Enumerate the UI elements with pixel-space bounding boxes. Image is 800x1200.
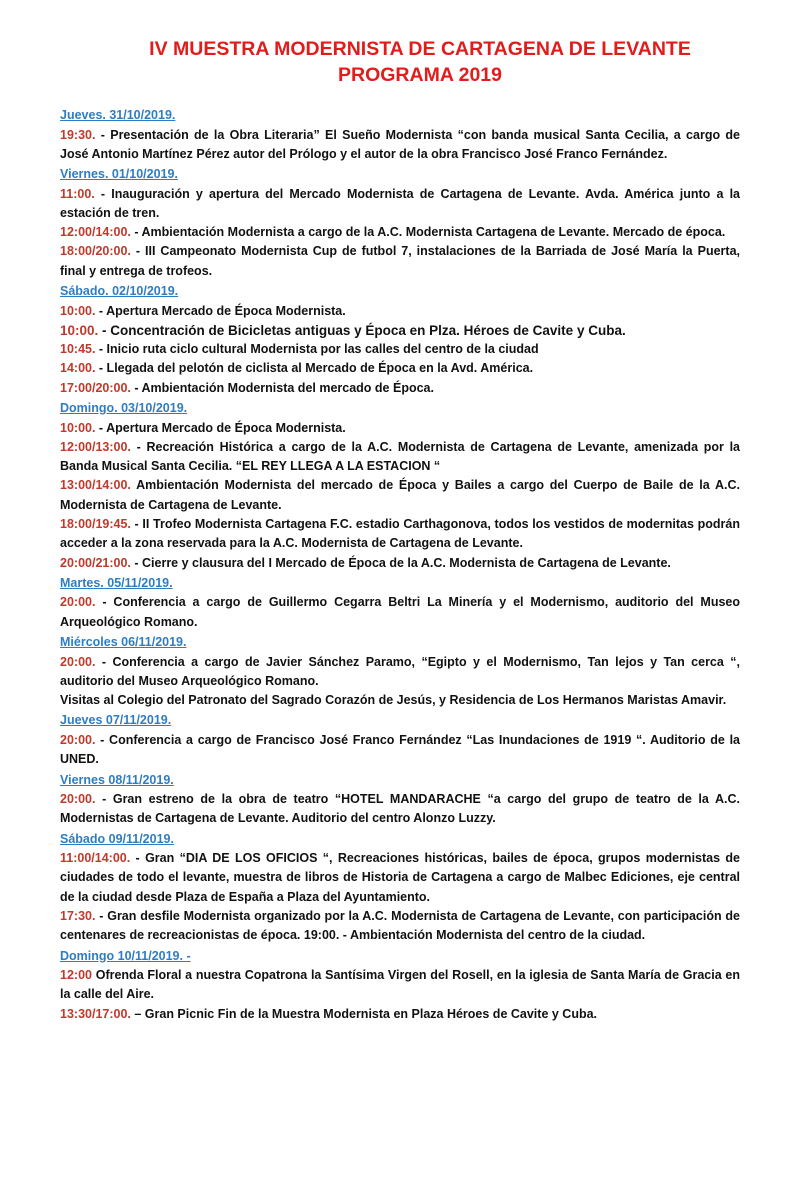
entry-description: - II Trofeo Modernista Cartagena F.C. estadio Carthagonova, todos los vestidos de modernitas podrán acceder a la zona reservada para la A.C. Modernista de Cartagena de Levante.	[60, 517, 740, 551]
schedule-entry	[60, 593, 740, 632]
entry-time: 13:00/14:00.	[60, 478, 131, 493]
schedule-entry	[60, 242, 740, 281]
schedule-entry	[60, 966, 740, 1005]
entry-description: - Recreación Histórica a cargo de la A.C. Modernista de Cartagena de Levante, amenizada por la Banda Musical Santa Cecilia. “EL REY LLEGA A LA ESTACION “	[60, 439, 740, 474]
entry-time: 11:00/14:00.	[60, 851, 131, 866]
entry-description: - Ambientación Modernista a cargo de la A.C. Modernista Cartagena de Levante. Mercado de época.	[130, 225, 726, 240]
schedule-entry	[60, 476, 740, 515]
day-heading: Jueves 07/11/2019.	[60, 713, 172, 728]
document-title: IV MUESTRA MODERNISTA DE CARTAGENA DE LEVANTE	[149, 38, 691, 60]
entry-time: 14:00.	[60, 361, 96, 376]
schedule-entry	[60, 653, 740, 692]
schedule-entry	[60, 554, 740, 573]
schedule-entry	[60, 126, 740, 165]
schedule-entry	[60, 185, 740, 224]
entry-description: - III Campeonato Modernista Cup de futbol 7, instalaciones de la Barriada de José María la Puerta, final y entrega de trofeos.	[60, 244, 740, 278]
day-heading: Miércoles 06/11/2019.	[60, 635, 187, 650]
entry-description: - Apertura Mercado de Época Modernista.	[95, 303, 346, 318]
day-heading: Martes. 05/11/2019.	[60, 575, 173, 590]
entry-time: 10:45.	[60, 342, 96, 357]
entry-description: - Gran “DIA DE LOS OFICIOS “, Recreaciones históricas, bailes de época, grupos modernistas de ciudades de todo el levante, muestra de libros de Historia de Cartagena a cargo de Malbec Ediciones, eje central de la ciudad desde Plaza de España a Plaza del Ayuntamiento.	[60, 851, 740, 904]
entry-time: 20:00.	[60, 792, 96, 807]
entry-description: - Inauguración y apertura del Mercado Modernista de Cartagena de Levante. Avda. América junto a la estación de tren.	[60, 186, 740, 220]
entry-time: 10:00.	[60, 303, 96, 318]
day-section	[60, 830, 740, 946]
day-heading: Viernes. 01/10/2019.	[60, 167, 178, 182]
schedule-entry	[60, 790, 740, 829]
schedule-entry	[60, 302, 740, 321]
entry-description: - Concentración de Bicicletas antiguas y Época en Plza. Héroes de Cavite y Cuba.	[98, 322, 626, 338]
program-document	[60, 36, 740, 1024]
entry-description: Ofrenda Floral a nuestra Copatrona la Santísima Virgen del Rosell, en la iglesia de Santa María de Gracia en la calle del Aire.	[60, 968, 740, 1002]
day-section	[60, 711, 740, 769]
schedule-entry	[60, 359, 740, 378]
day-heading: Domingo. 03/10/2019.	[60, 401, 188, 416]
entry-time: 19:30.	[60, 127, 96, 142]
entry-description: - Conferencia a cargo de Javier Sánchez Paramo, “Egipto y el Modernismo, Tan lejos y Tan cerca “, auditorio del Museo Arqueológico Romano.	[60, 654, 740, 688]
entry-description: - Inicio ruta ciclo cultural Modernista por las calles del centro de la ciudad	[95, 342, 539, 357]
entry-description: - Gran desfile Modernista organizado por la A.C. Modernista de Cartagena de Levante, con participación de centenares de recreacionistas de época. 19:00. - Ambientación Modernista del centro de la ciudad.	[60, 909, 740, 943]
entry-time: 11:00.	[60, 186, 95, 201]
entry-description: - Ambientación Modernista del mercado de Época.	[130, 380, 434, 395]
entry-description: - Llegada del pelotón de ciclista al Mercado de Época en la Avd. América.	[95, 361, 534, 376]
entry-description: Visitas al Colegio del Patronato del Sagrado Corazón de Jesús, y Residencia de Los Hermanos Maristas Amavir.	[60, 693, 727, 708]
schedule-entry	[60, 849, 740, 907]
day-section	[60, 633, 740, 710]
entry-time: 12:00	[60, 968, 92, 983]
entry-time: 10:00.	[60, 420, 96, 435]
entry-description: – Gran Picnic Fin de la Muestra Modernista en Plaza Héroes de Cavite y Cuba.	[130, 1006, 598, 1021]
entry-description: - Apertura Mercado de Época Modernista.	[95, 420, 346, 435]
schedule-entry	[60, 321, 740, 340]
entry-time: 10:00.	[60, 322, 99, 338]
entry-time: 20:00.	[60, 654, 96, 669]
entry-description: - Presentación de la Obra Literaria” El Sueño Modernista “con banda musical Santa Cecilia, a cargo de José Antonio Martínez Pérez autor del Prólogo y el autor de la obra Francisco José Franco Fernández.	[60, 127, 740, 161]
day-section	[60, 165, 740, 281]
document-subtitle: PROGRAMA 2019	[338, 64, 502, 86]
entry-description: - Gran estreno de la obra de teatro “HOTEL MANDARACHE “a cargo del grupo de teatro de la A.C. Modernistas de Cartagena de Levante. Auditorio del centro Alonzo Luzzy.	[60, 792, 740, 826]
entry-description: Ambientación Modernista del mercado de Época y Bailes a cargo del Cuerpo de Baile de la A.C. Modernista de Cartagena de Levante.	[60, 478, 740, 512]
schedule-entry	[60, 379, 740, 398]
schedule	[60, 106, 740, 1024]
schedule-entry	[60, 223, 740, 242]
entry-time: 12:00/14:00.	[60, 225, 131, 240]
entry-time: 18:00/19:45.	[60, 517, 131, 532]
day-heading: Viernes 08/11/2019.	[60, 772, 174, 787]
day-section	[60, 106, 740, 164]
day-section	[60, 574, 740, 632]
schedule-entry	[60, 691, 740, 710]
entry-description: - Conferencia a cargo de Francisco José Franco Fernández “Las Inundaciones de 1919 “. Auditorio de la UNED.	[60, 732, 740, 767]
schedule-entry	[60, 1005, 740, 1024]
entry-time: 12:00/13:00.	[60, 439, 131, 454]
day-heading: Domingo 10/11/2019. -	[60, 948, 191, 963]
schedule-entry	[60, 515, 740, 554]
day-heading: Sábado 09/11/2019.	[60, 831, 174, 846]
entry-time: 18:00/20:00.	[60, 244, 131, 259]
day-section	[60, 282, 740, 398]
entry-time: 20:00/21:00.	[60, 555, 131, 570]
schedule-entry	[60, 419, 740, 438]
entry-time: 17:00/20:00.	[60, 380, 131, 395]
entry-description: - Conferencia a cargo de Guillermo Cegarra Beltri La Minería y el Modernismo, auditorio del Museo Arqueológico Romano.	[60, 595, 740, 629]
day-section	[60, 771, 740, 829]
schedule-entry	[60, 438, 740, 477]
entry-time: 20:00.	[60, 732, 96, 747]
entry-time: 17:30.	[60, 909, 96, 923]
day-section	[60, 947, 740, 1024]
schedule-entry	[60, 340, 740, 359]
entry-time: 20:00.	[60, 595, 96, 610]
schedule-entry	[60, 907, 740, 946]
day-heading: Jueves. 31/10/2019.	[60, 108, 176, 122]
entry-time: 13:30/17:00.	[60, 1006, 131, 1021]
schedule-entry	[60, 731, 740, 770]
day-heading: Sábado. 02/10/2019.	[60, 284, 179, 299]
entry-description: - Cierre y clausura del I Mercado de Época de la A.C. Modernista de Cartagena de Levante.	[130, 555, 671, 570]
day-section	[60, 399, 740, 573]
